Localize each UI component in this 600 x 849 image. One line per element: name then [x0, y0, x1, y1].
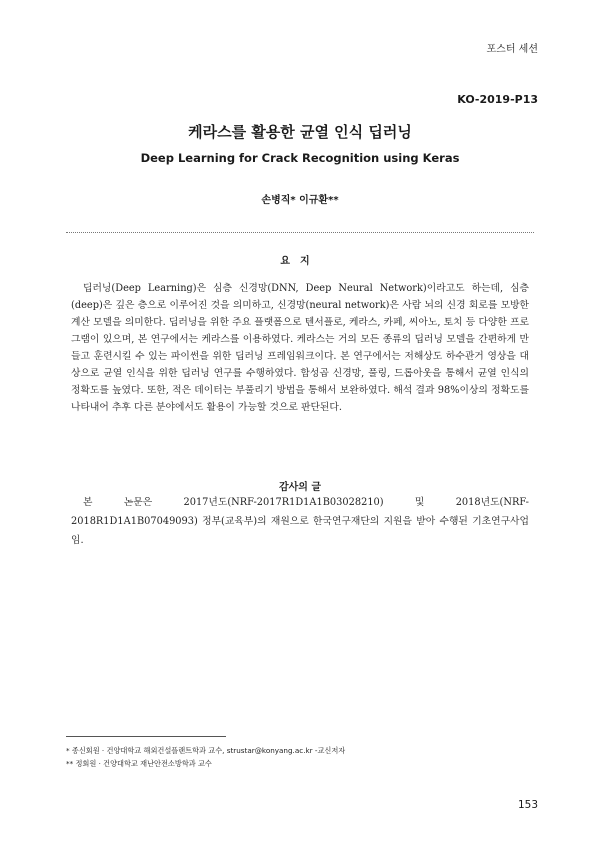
abstract-body: 딥러닝(Deep Learning)은 심층 신경망(DNN, Deep Neural Network)이라고도 하는데, 심층(deep)은 깊은 층으로 이루어진 것을 의미하고, 신경망(neural network)은 사람 뇌의 신경 회로를 모방한 계산 모델을 의미한다. 딥러닝을 위한 주요 플랫폼으로 텐서플로, 케라스, 카페, 씨아노, 토치 등 다양한 프로그램이 있으며, 본 연구에서는 케라스를 이용하였다. 케라스는 거의 모든 종류의 딥러닝 모델을 간편하게 만들고 훈련시킬 수 있는 파이썬을 위한 딥러닝 프레임워크이다. 본 연구에서는 저해상도 하수관거 영상을 대상으로 균열 인식을 위한 딥러닝 연구를 수행하였다. 합성곱 신경망, 풀링, 드롭아웃을 통해서 균열 인식의 정확도를 높였다. 또한, 적은 데이터는 부풀리기 방법을 통해서 보완하였다. 해석 결과 98%이상의 정확도를 나타내어 추후 다른 분야에서도 활용이 가능할 것으로 판단된다. — [71, 283, 529, 413]
header-divider — [66, 232, 534, 233]
paper-title-korean: 케라스를 활용한 균열 인식 딥러닝 — [188, 123, 412, 141]
paper-title-english: Deep Learning for Crack Recognition using Keras — [140, 151, 460, 165]
acknowledgement-body: 본 논문은 2017년도(NRF-2017R1D1A1B03028210) 및 2018년도(NRF-2018R1D1A1B07049093) 정부(교육부)의 재원으로 한국연구재단의 지원을 받아 수행된 기초연구사업임. — [71, 497, 529, 546]
authors: 손병직* 이규환** — [261, 195, 339, 206]
footnote-corresponding-author: * 종신회원 · 건양대학교 해외건설플랜트학과 교수, strustar@konyang.ac.kr -교신저자 — [66, 746, 346, 755]
footnote-rule — [66, 736, 226, 737]
footnote-co-author: ** 정회원 · 건양대학교 재난안전소방학과 교수 — [66, 759, 212, 768]
page-number: 153 — [517, 799, 538, 811]
abstract-heading: 요지 — [280, 256, 320, 267]
footnotes — [66, 744, 536, 770]
acknowledgement-heading: 감사의 글 — [278, 482, 322, 493]
section-label: 포스터 세션 — [486, 44, 538, 55]
paper-code: KO-2019-P13 — [457, 93, 538, 106]
